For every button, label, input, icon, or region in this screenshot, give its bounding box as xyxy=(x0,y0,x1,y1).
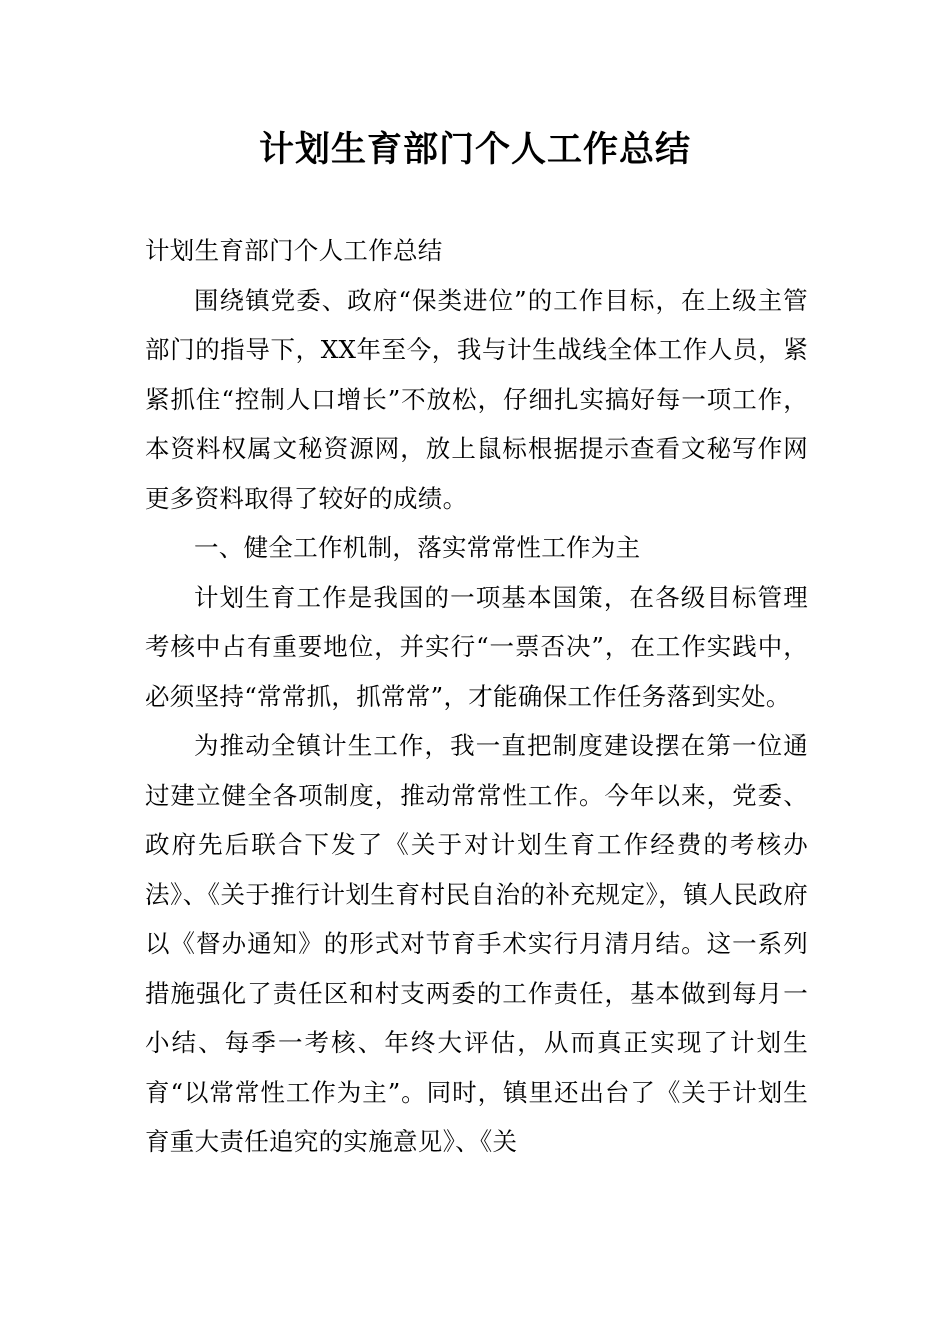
paragraph: 为推动全镇计生工作，我一直把制度建设摆在第一位通过建立健全各项制度，推动常常性工作。今年以来，党委、政府先后联合下发了《关于对计划生育工作经费的考核办法》、《关于推行计划生育村民自治的补充规定》，镇人民政府以《督办通知》的形式对节育手术实行月清月结。这一系列措施强化了责任区和村支两委的工作责任，基本做到每月一小结、每季一考核、年终大评估，从而真正实现了计划生育“以常常性工作为主”。同时，镇里还出台了《关于计划生育重大责任追究的实施意见》、《关 xyxy=(145,731,808,1156)
paragraph: 围绕镇党委、政府“保类进位”的工作目标，在上级主管部门的指导下，XX年至今，我与计生战线全体工作人员，紧紧抓住“控制人口增长”不放松，仔细扎实搞好每一项工作，本资料权属文秘资源网，放上鼠标根据提示查看文秘写作网更多资料取得了较好的成绩。 xyxy=(145,285,808,513)
section-heading: 一、健全工作机制，落实常常性工作为主 xyxy=(194,533,641,562)
paragraph: 计划生育工作是我国的一项基本国策，在各级目标管理考核中占有重要地位，并实行“一票否决”，在工作实践中，必须坚持“常常抓，抓常常”，才能确保工作任务落到实处。 xyxy=(145,582,808,711)
paragraph-heading-repeat: 计划生育部门个人工作总结 xyxy=(145,236,443,265)
document-body xyxy=(145,226,808,1167)
document-title: 计划生育部门个人工作总结 xyxy=(258,130,691,170)
